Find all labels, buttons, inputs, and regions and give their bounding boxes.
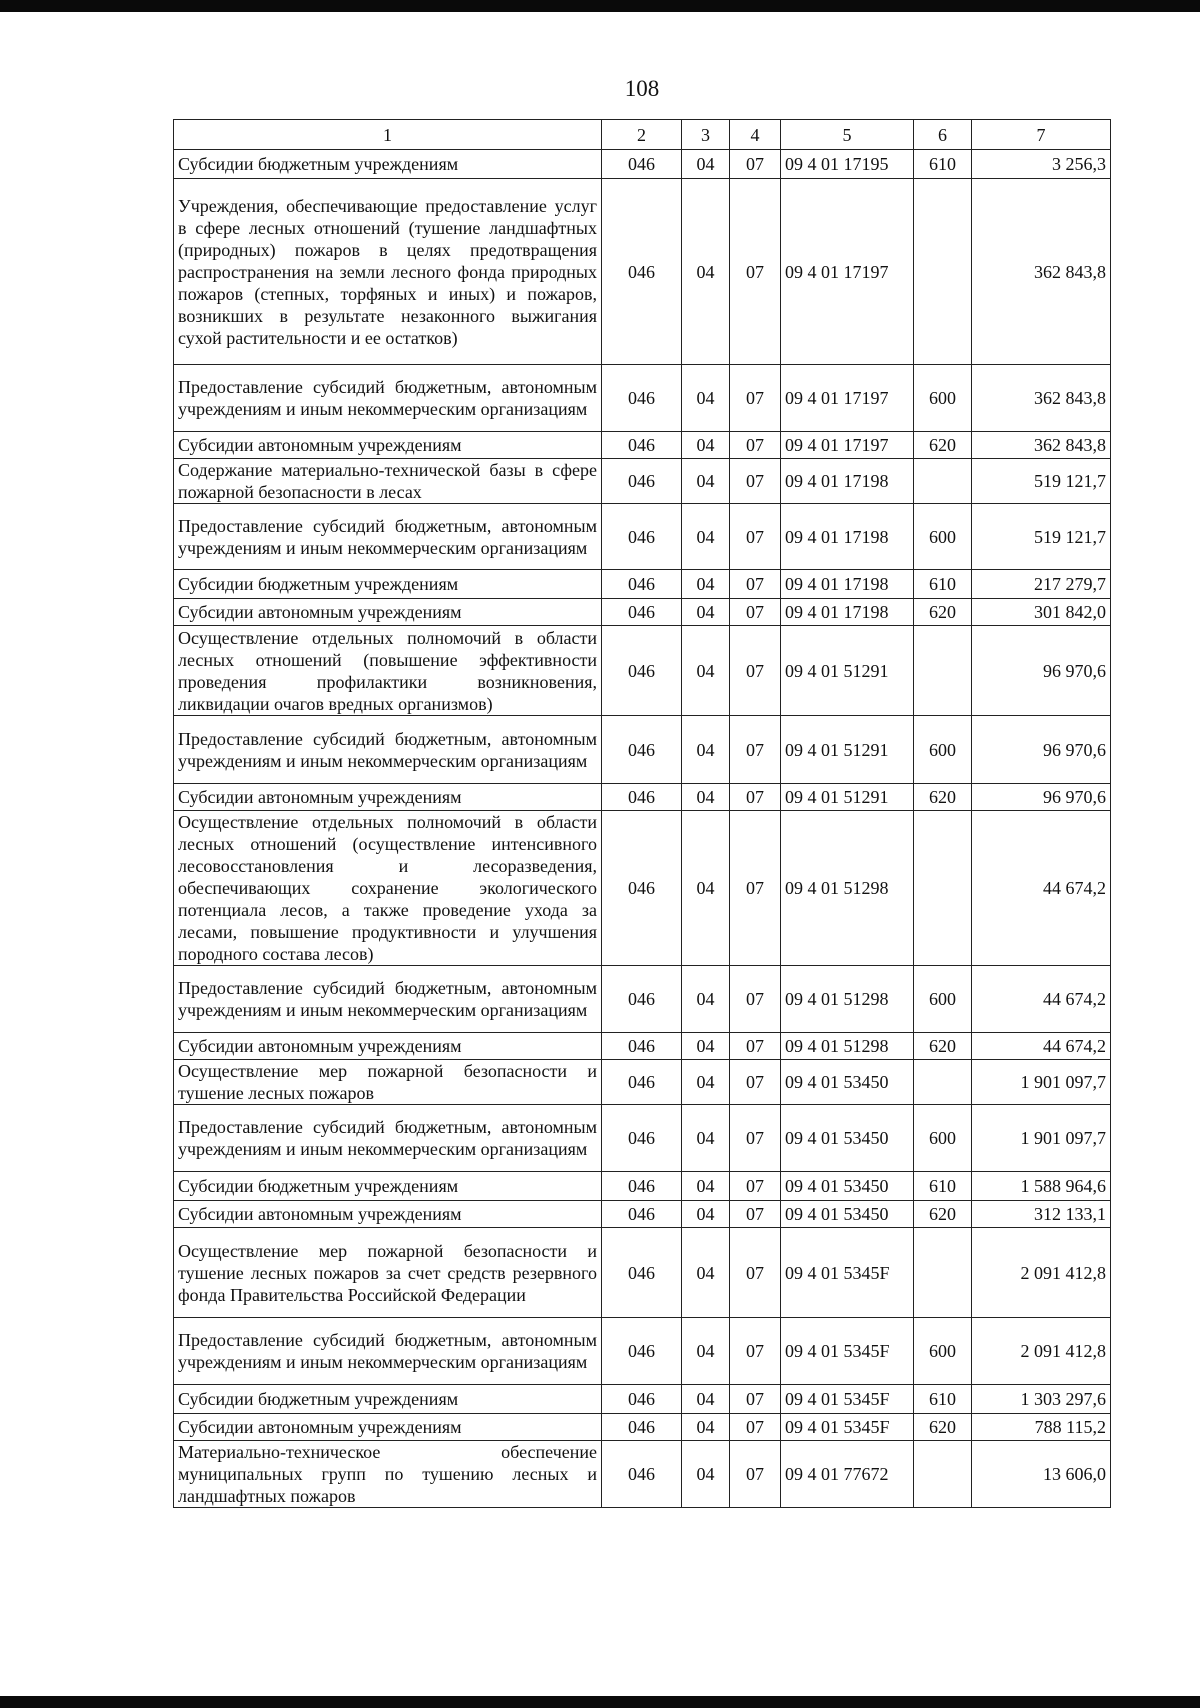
cell-amount: 96 970,6 — [972, 784, 1111, 811]
cell-description: Осуществление отдельных полномочий в области лесных отношений (повышение эффективности проведения профилактики возникновения, ликвидации очагов вредных организмов) — [174, 626, 602, 716]
cell-expense-type: 620 — [914, 1201, 972, 1228]
cell-amount: 13 606,0 — [972, 1441, 1111, 1508]
cell-target-article: 09 4 01 17198 — [781, 504, 914, 570]
cell-ministry-code: 046 — [602, 459, 682, 504]
cell-expense-type: 600 — [914, 504, 972, 570]
cell-description: Предоставление субсидий бюджетным, автономным учреждениям и иным некоммерческим организациям — [174, 365, 602, 432]
cell-description: Субсидии бюджетным учреждениям — [174, 1385, 602, 1414]
cell-target-article: 09 4 01 17198 — [781, 459, 914, 504]
cell-ministry-code: 046 — [602, 432, 682, 459]
cell-section: 04 — [682, 1201, 730, 1228]
cell-section: 04 — [682, 459, 730, 504]
cell-expense-type: 610 — [914, 570, 972, 599]
table-row — [174, 1318, 1111, 1385]
cell-expense-type: 600 — [914, 1318, 972, 1385]
cell-target-article: 09 4 01 17197 — [781, 179, 914, 365]
cell-amount: 96 970,6 — [972, 626, 1111, 716]
cell-subsection: 07 — [730, 1318, 781, 1385]
cell-subsection: 07 — [730, 784, 781, 811]
cell-ministry-code: 046 — [602, 1385, 682, 1414]
table-row — [174, 365, 1111, 432]
table-row — [174, 1060, 1111, 1105]
column-header-7: 7 — [972, 120, 1111, 150]
cell-target-article: 09 4 01 51298 — [781, 966, 914, 1033]
cell-section: 04 — [682, 811, 730, 966]
cell-target-article: 09 4 01 53450 — [781, 1172, 914, 1201]
scan-border-bottom — [0, 1696, 1200, 1708]
cell-description: Материально-техническое обеспечение муниципальных групп по тушению лесных и ландшафтных пожаров — [174, 1441, 602, 1508]
cell-expense-type: 620 — [914, 599, 972, 626]
cell-ministry-code: 046 — [602, 179, 682, 365]
cell-target-article: 09 4 01 51298 — [781, 811, 914, 966]
cell-section: 04 — [682, 1060, 730, 1105]
cell-section: 04 — [682, 150, 730, 179]
cell-section: 04 — [682, 1105, 730, 1172]
cell-expense-type — [914, 1441, 972, 1508]
cell-expense-type — [914, 459, 972, 504]
cell-subsection: 07 — [730, 811, 781, 966]
cell-subsection: 07 — [730, 1414, 781, 1441]
cell-target-article: 09 4 01 51291 — [781, 626, 914, 716]
cell-description: Субсидии бюджетным учреждениям — [174, 150, 602, 179]
cell-section: 04 — [682, 504, 730, 570]
cell-description: Осуществление мер пожарной безопасности и тушение лесных пожаров — [174, 1060, 602, 1105]
cell-amount: 3 256,3 — [972, 150, 1111, 179]
cell-subsection: 07 — [730, 150, 781, 179]
header-row — [174, 120, 1111, 150]
cell-section: 04 — [682, 1414, 730, 1441]
cell-amount: 217 279,7 — [972, 570, 1111, 599]
cell-amount: 362 843,8 — [972, 432, 1111, 459]
cell-description: Субсидии автономным учреждениям — [174, 599, 602, 626]
cell-target-article: 09 4 01 53450 — [781, 1105, 914, 1172]
cell-subsection: 07 — [730, 966, 781, 1033]
cell-section: 04 — [682, 365, 730, 432]
cell-expense-type — [914, 811, 972, 966]
cell-subsection: 07 — [730, 1385, 781, 1414]
cell-amount: 362 843,8 — [972, 365, 1111, 432]
cell-ministry-code: 046 — [602, 504, 682, 570]
cell-description: Субсидии бюджетным учреждениям — [174, 1172, 602, 1201]
cell-description: Субсидии автономным учреждениям — [174, 1033, 602, 1060]
cell-subsection: 07 — [730, 1228, 781, 1318]
cell-subsection: 07 — [730, 1201, 781, 1228]
cell-subsection: 07 — [730, 1172, 781, 1201]
cell-target-article: 09 4 01 5345F — [781, 1414, 914, 1441]
cell-target-article: 09 4 01 17197 — [781, 365, 914, 432]
cell-subsection: 07 — [730, 1105, 781, 1172]
cell-expense-type — [914, 626, 972, 716]
budget-table — [173, 119, 1111, 1508]
cell-amount: 519 121,7 — [972, 459, 1111, 504]
cell-amount: 312 133,1 — [972, 1201, 1111, 1228]
cell-amount: 1 303 297,6 — [972, 1385, 1111, 1414]
cell-target-article: 09 4 01 51291 — [781, 784, 914, 811]
cell-amount: 44 674,2 — [972, 811, 1111, 966]
cell-ministry-code: 046 — [602, 811, 682, 966]
cell-expense-type: 600 — [914, 716, 972, 784]
cell-description: Предоставление субсидий бюджетным, автономным учреждениям и иным некоммерческим организациям — [174, 1105, 602, 1172]
column-header-5: 5 — [781, 120, 914, 150]
cell-section: 04 — [682, 1033, 730, 1060]
page-number: 108 — [624, 76, 660, 101]
cell-ministry-code: 046 — [602, 966, 682, 1033]
cell-section: 04 — [682, 1172, 730, 1201]
cell-expense-type: 620 — [914, 784, 972, 811]
cell-description: Предоставление субсидий бюджетным, автономным учреждениям и иным некоммерческим организациям — [174, 1318, 602, 1385]
table-row — [174, 811, 1111, 966]
cell-target-article: 09 4 01 17198 — [781, 570, 914, 599]
cell-description: Субсидии автономным учреждениям — [174, 432, 602, 459]
cell-description: Предоставление субсидий бюджетным, автономным учреждениям и иным некоммерческим организациям — [174, 966, 602, 1033]
cell-expense-type: 600 — [914, 1105, 972, 1172]
cell-ministry-code: 046 — [602, 1105, 682, 1172]
cell-subsection: 07 — [730, 570, 781, 599]
cell-expense-type — [914, 179, 972, 365]
table-row — [174, 716, 1111, 784]
column-header-4: 4 — [730, 120, 781, 150]
cell-description: Осуществление мер пожарной безопасности и тушение лесных пожаров за счет средств резервного фонда Правительства Российской Федерации — [174, 1228, 602, 1318]
column-header-6: 6 — [914, 120, 972, 150]
cell-ministry-code: 046 — [602, 1414, 682, 1441]
table-row — [174, 599, 1111, 626]
cell-section: 04 — [682, 570, 730, 599]
cell-ministry-code: 046 — [602, 365, 682, 432]
cell-description: Осуществление отдельных полномочий в области лесных отношений (осуществление интенсивного лесовосстановления и лесоразведения, обеспечивающих сохранение экологического потенциала лесов, а также проведение ухода за лесами, повышение продуктивности и улучшения породного состава лесов) — [174, 811, 602, 966]
cell-section: 04 — [682, 599, 730, 626]
table-row — [174, 1414, 1111, 1441]
cell-ministry-code: 046 — [602, 1441, 682, 1508]
cell-subsection: 07 — [730, 599, 781, 626]
cell-amount: 44 674,2 — [972, 966, 1111, 1033]
cell-section: 04 — [682, 1318, 730, 1385]
column-header-2: 2 — [602, 120, 682, 150]
cell-subsection: 07 — [730, 1060, 781, 1105]
column-header-3: 3 — [682, 120, 730, 150]
cell-amount: 301 842,0 — [972, 599, 1111, 626]
table-row — [174, 150, 1111, 179]
cell-expense-type: 600 — [914, 966, 972, 1033]
cell-amount: 2 091 412,8 — [972, 1228, 1111, 1318]
scan-border-top — [0, 0, 1200, 12]
cell-expense-type: 620 — [914, 432, 972, 459]
cell-ministry-code: 046 — [602, 1033, 682, 1060]
cell-ministry-code: 046 — [602, 1318, 682, 1385]
cell-section: 04 — [682, 1385, 730, 1414]
cell-ministry-code: 046 — [602, 1060, 682, 1105]
cell-target-article: 09 4 01 5345F — [781, 1318, 914, 1385]
cell-ministry-code: 046 — [602, 1201, 682, 1228]
table-row — [174, 1385, 1111, 1414]
cell-ministry-code: 046 — [602, 1228, 682, 1318]
cell-description: Содержание материально-технической базы в сфере пожарной безопасности в лесах — [174, 459, 602, 504]
cell-expense-type: 610 — [914, 1385, 972, 1414]
cell-amount: 788 115,2 — [972, 1414, 1111, 1441]
table-row — [174, 459, 1111, 504]
cell-target-article: 09 4 01 17198 — [781, 599, 914, 626]
cell-ministry-code: 046 — [602, 599, 682, 626]
cell-target-article: 09 4 01 53450 — [781, 1060, 914, 1105]
table-row — [174, 966, 1111, 1033]
cell-ministry-code: 046 — [602, 716, 682, 784]
cell-amount: 1 901 097,7 — [972, 1105, 1111, 1172]
cell-description: Предоставление субсидий бюджетным, автономным учреждениям и иным некоммерческим организациям — [174, 504, 602, 570]
table-row — [174, 1441, 1111, 1508]
cell-section: 04 — [682, 784, 730, 811]
table-row — [174, 1228, 1111, 1318]
table-row — [174, 1033, 1111, 1060]
cell-target-article: 09 4 01 17195 — [781, 150, 914, 179]
table-row — [174, 432, 1111, 459]
cell-description: Субсидии бюджетным учреждениям — [174, 570, 602, 599]
cell-section: 04 — [682, 1228, 730, 1318]
cell-expense-type: 620 — [914, 1033, 972, 1060]
cell-ministry-code: 046 — [602, 1172, 682, 1201]
table-row — [174, 1201, 1111, 1228]
cell-ministry-code: 046 — [602, 784, 682, 811]
cell-subsection: 07 — [730, 1033, 781, 1060]
cell-amount: 1 901 097,7 — [972, 1060, 1111, 1105]
table-row — [174, 179, 1111, 365]
cell-ministry-code: 046 — [602, 150, 682, 179]
cell-target-article: 09 4 01 5345F — [781, 1385, 914, 1414]
cell-target-article: 09 4 01 5345F — [781, 1228, 914, 1318]
cell-expense-type: 600 — [914, 365, 972, 432]
cell-expense-type: 610 — [914, 1172, 972, 1201]
table-row — [174, 570, 1111, 599]
table-row — [174, 504, 1111, 570]
cell-amount: 1 588 964,6 — [972, 1172, 1111, 1201]
cell-subsection: 07 — [730, 365, 781, 432]
cell-amount: 519 121,7 — [972, 504, 1111, 570]
cell-ministry-code: 046 — [602, 626, 682, 716]
cell-section: 04 — [682, 716, 730, 784]
cell-target-article: 09 4 01 77672 — [781, 1441, 914, 1508]
cell-subsection: 07 — [730, 179, 781, 365]
cell-description: Субсидии автономным учреждениям — [174, 1201, 602, 1228]
cell-subsection: 07 — [730, 504, 781, 570]
cell-description: Учреждения, обеспечивающие предоставление услуг в сфере лесных отношений (тушение ландшафтных (природных) пожаров в целях предотвращения распространения на земли лесного фонда природных пожаров (степных, торфяных и иных) и пожаров, возникших в результате незаконного выжигания сухой растительности и ее остатков) — [174, 179, 602, 365]
cell-target-article: 09 4 01 51291 — [781, 716, 914, 784]
cell-amount: 96 970,6 — [972, 716, 1111, 784]
table-row — [174, 1172, 1111, 1201]
cell-amount: 362 843,8 — [972, 179, 1111, 365]
cell-amount: 2 091 412,8 — [972, 1318, 1111, 1385]
cell-section: 04 — [682, 626, 730, 716]
cell-description: Субсидии автономным учреждениям — [174, 784, 602, 811]
table-row — [174, 784, 1111, 811]
cell-subsection: 07 — [730, 716, 781, 784]
cell-section: 04 — [682, 432, 730, 459]
cell-target-article: 09 4 01 17197 — [781, 432, 914, 459]
cell-description: Субсидии автономным учреждениям — [174, 1414, 602, 1441]
cell-subsection: 07 — [730, 432, 781, 459]
cell-expense-type: 620 — [914, 1414, 972, 1441]
cell-amount: 44 674,2 — [972, 1033, 1111, 1060]
cell-expense-type — [914, 1060, 972, 1105]
cell-ministry-code: 046 — [602, 570, 682, 599]
cell-subsection: 07 — [730, 626, 781, 716]
cell-section: 04 — [682, 179, 730, 365]
cell-expense-type: 610 — [914, 150, 972, 179]
cell-section: 04 — [682, 1441, 730, 1508]
cell-expense-type — [914, 1228, 972, 1318]
cell-subsection: 07 — [730, 1441, 781, 1508]
cell-target-article: 09 4 01 51298 — [781, 1033, 914, 1060]
column-header-1: 1 — [174, 120, 602, 150]
cell-target-article: 09 4 01 53450 — [781, 1201, 914, 1228]
table-row — [174, 626, 1111, 716]
cell-subsection: 07 — [730, 459, 781, 504]
cell-section: 04 — [682, 966, 730, 1033]
cell-description: Предоставление субсидий бюджетным, автономным учреждениям и иным некоммерческим организациям — [174, 716, 602, 784]
table-row — [174, 1105, 1111, 1172]
